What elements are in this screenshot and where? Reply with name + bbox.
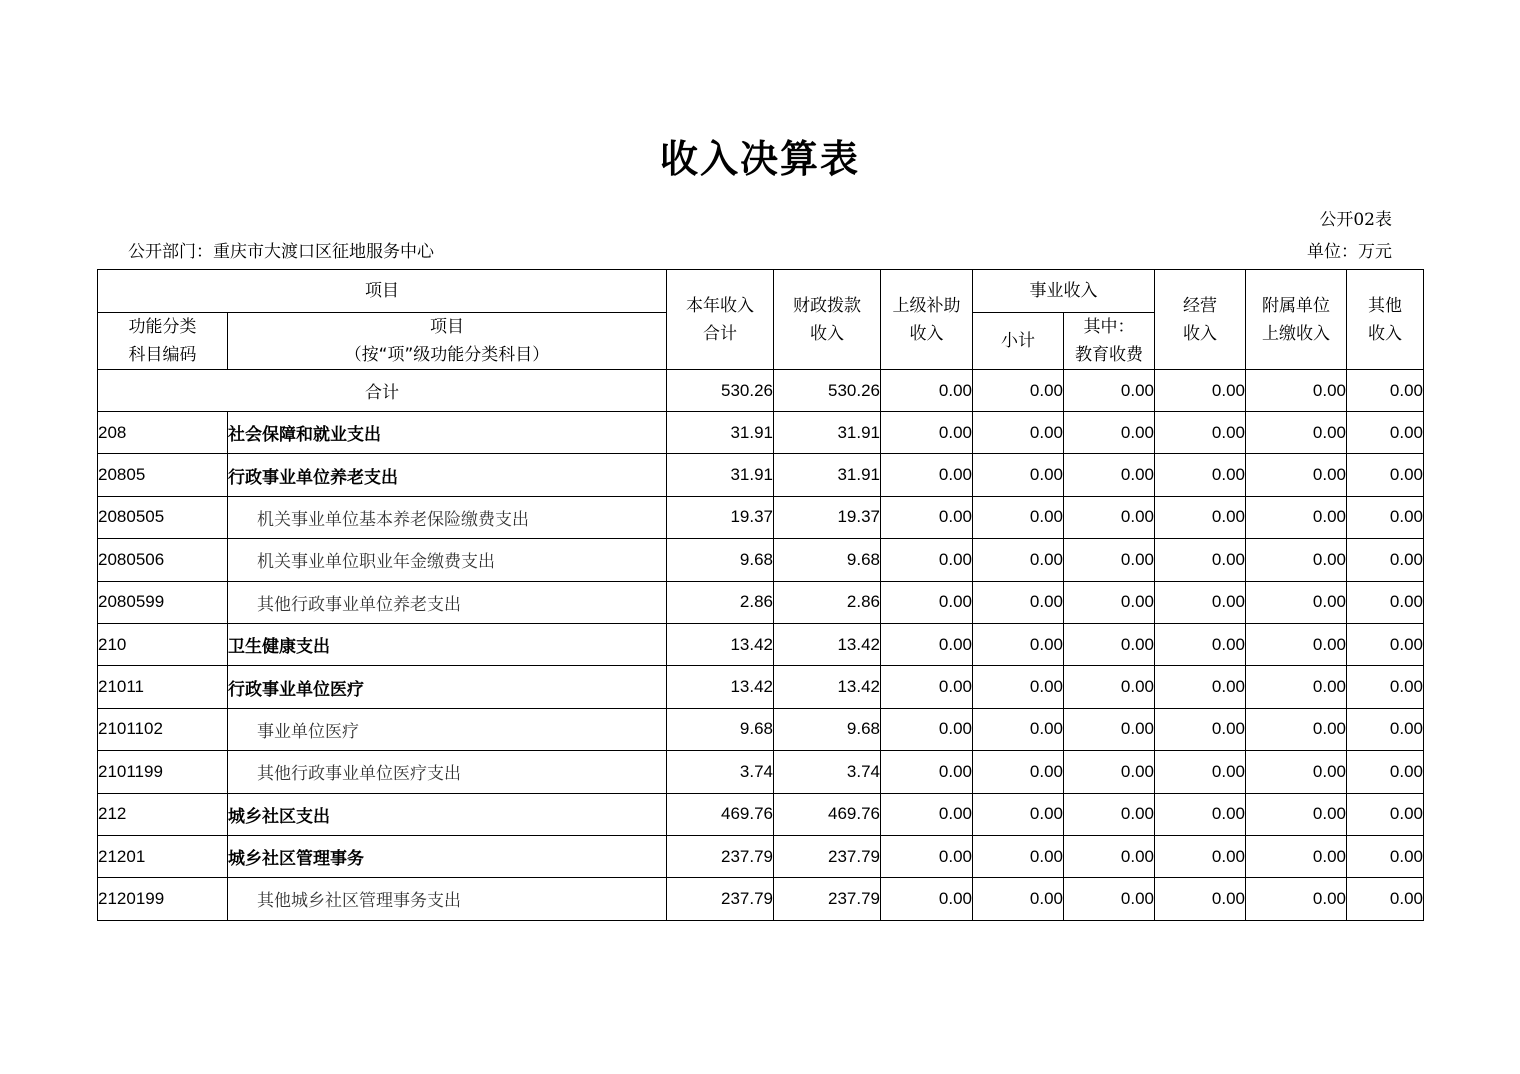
row-value: 0.00 [973, 835, 1064, 877]
row-name: 其他城乡社区管理事务支出 [228, 878, 667, 920]
row-value: 0.00 [973, 412, 1064, 454]
row-value: 0.00 [1155, 708, 1246, 750]
row-value: 0.00 [973, 539, 1064, 581]
row-value: 0.00 [1246, 623, 1347, 665]
row-value: 0.00 [881, 496, 973, 538]
row-value: 0.00 [1155, 666, 1246, 708]
row-value: 0.00 [1155, 623, 1246, 665]
row-value: 0.00 [1246, 666, 1347, 708]
row-value: 9.68 [774, 539, 881, 581]
row-value: 0.00 [881, 878, 973, 920]
row-code: 208 [98, 412, 228, 454]
row-value: 0.00 [973, 666, 1064, 708]
row-value: 0.00 [881, 539, 973, 581]
total-value: 530.26 [774, 370, 881, 412]
row-value: 31.91 [667, 412, 774, 454]
header-item-group: 项目 [98, 270, 667, 313]
header-affiliated: 附属单位 上缴收入 [1246, 270, 1347, 370]
header-fiscal: 财政拨款 收入 [774, 270, 881, 370]
row-value: 0.00 [973, 623, 1064, 665]
row-code: 2080599 [98, 581, 228, 623]
row-value: 0.00 [1347, 496, 1424, 538]
row-value: 0.00 [1064, 454, 1155, 496]
row-value: 0.00 [1246, 878, 1347, 920]
row-value: 0.00 [1246, 454, 1347, 496]
row-value: 0.00 [1064, 412, 1155, 454]
table-row [98, 751, 1424, 793]
total-row [98, 370, 1424, 412]
row-name: 城乡社区支出 [228, 793, 667, 835]
row-value: 0.00 [1155, 751, 1246, 793]
row-value: 0.00 [1246, 539, 1347, 581]
row-value: 0.00 [1246, 751, 1347, 793]
row-code: 212 [98, 793, 228, 835]
total-value: 0.00 [1155, 370, 1246, 412]
total-label: 合计 [98, 370, 667, 412]
row-value: 0.00 [1347, 623, 1424, 665]
row-value: 0.00 [1064, 623, 1155, 665]
row-value: 0.00 [881, 708, 973, 750]
row-value: 237.79 [667, 878, 774, 920]
row-value: 0.00 [1155, 878, 1246, 920]
total-value: 0.00 [1347, 370, 1424, 412]
table-row [98, 708, 1424, 750]
row-value: 469.76 [774, 793, 881, 835]
row-value: 237.79 [774, 878, 881, 920]
row-value: 0.00 [973, 708, 1064, 750]
row-code: 2080506 [98, 539, 228, 581]
table-row [98, 666, 1424, 708]
row-value: 0.00 [1064, 708, 1155, 750]
row-value: 0.00 [1155, 793, 1246, 835]
row-value: 13.42 [667, 623, 774, 665]
header-total-income: 本年收入 合计 [667, 270, 774, 370]
header-business-group: 事业收入 [973, 270, 1155, 313]
row-value: 0.00 [881, 666, 973, 708]
row-value: 13.42 [667, 666, 774, 708]
row-name: 事业单位医疗 [228, 708, 667, 750]
header-row-1 [98, 270, 1424, 313]
row-value: 0.00 [1347, 878, 1424, 920]
row-value: 0.00 [1347, 581, 1424, 623]
header-business-subtotal: 小计 [973, 313, 1064, 370]
row-value: 0.00 [1246, 793, 1347, 835]
total-value: 0.00 [1064, 370, 1155, 412]
row-value: 0.00 [881, 751, 973, 793]
header-code: 功能分类 科目编码 [98, 313, 228, 370]
row-value: 31.91 [774, 454, 881, 496]
row-value: 0.00 [881, 793, 973, 835]
row-value: 3.74 [667, 751, 774, 793]
row-value: 2.86 [667, 581, 774, 623]
header-other: 其他 收入 [1347, 270, 1424, 370]
row-value: 469.76 [667, 793, 774, 835]
row-value: 0.00 [881, 581, 973, 623]
total-value: 0.00 [973, 370, 1064, 412]
row-value: 0.00 [1246, 708, 1347, 750]
row-value: 0.00 [973, 878, 1064, 920]
table-row [98, 793, 1424, 835]
table-row [98, 539, 1424, 581]
row-value: 13.42 [774, 666, 881, 708]
department-label: 公开部门：重庆市大渡口区征地服务中心 [128, 242, 434, 262]
page-title: 收入决算表 [659, 137, 860, 181]
table-row [98, 412, 1424, 454]
row-code: 2101199 [98, 751, 228, 793]
row-value: 31.91 [774, 412, 881, 454]
row-name: 城乡社区管理事务 [228, 835, 667, 877]
row-value: 0.00 [1155, 539, 1246, 581]
row-value: 0.00 [1064, 666, 1155, 708]
total-value: 530.26 [667, 370, 774, 412]
row-value: 0.00 [1064, 793, 1155, 835]
row-value: 0.00 [881, 623, 973, 665]
row-name: 行政事业单位医疗 [228, 666, 667, 708]
row-value: 237.79 [667, 835, 774, 877]
row-value: 19.37 [774, 496, 881, 538]
row-value: 0.00 [1246, 496, 1347, 538]
table-row [98, 496, 1424, 538]
row-value: 0.00 [973, 496, 1064, 538]
row-name: 卫生健康支出 [228, 623, 667, 665]
row-value: 0.00 [973, 793, 1064, 835]
row-value: 0.00 [1064, 539, 1155, 581]
row-value: 0.00 [973, 454, 1064, 496]
header-name: 项目 （按“项”级功能分类科目） [228, 313, 667, 370]
row-value: 0.00 [1347, 454, 1424, 496]
row-value: 0.00 [1155, 454, 1246, 496]
row-value: 13.42 [774, 623, 881, 665]
row-code: 21201 [98, 835, 228, 877]
row-value: 3.74 [774, 751, 881, 793]
row-value: 0.00 [973, 751, 1064, 793]
row-value: 0.00 [881, 454, 973, 496]
row-name: 其他行政事业单位医疗支出 [228, 751, 667, 793]
table-row [98, 623, 1424, 665]
unit-label: 单位：万元 [1307, 242, 1392, 262]
row-value: 0.00 [1347, 835, 1424, 877]
row-value: 0.00 [1064, 496, 1155, 538]
row-name: 行政事业单位养老支出 [228, 454, 667, 496]
total-value: 0.00 [1246, 370, 1347, 412]
table-body [98, 370, 1424, 921]
row-name: 其他行政事业单位养老支出 [228, 581, 667, 623]
table-row [98, 454, 1424, 496]
row-value: 0.00 [1347, 708, 1424, 750]
row-value: 0.00 [1064, 835, 1155, 877]
row-value: 19.37 [667, 496, 774, 538]
row-name: 机关事业单位基本养老保险缴费支出 [228, 496, 667, 538]
row-value: 0.00 [1064, 751, 1155, 793]
row-value: 0.00 [1246, 835, 1347, 877]
table-row [98, 581, 1424, 623]
row-value: 0.00 [1155, 496, 1246, 538]
row-code: 20805 [98, 454, 228, 496]
row-value: 9.68 [667, 708, 774, 750]
row-value: 0.00 [1347, 751, 1424, 793]
header-business-edu: 其中： 教育收费 [1064, 313, 1155, 370]
row-code: 2120199 [98, 878, 228, 920]
row-value: 0.00 [1064, 878, 1155, 920]
row-value: 2.86 [774, 581, 881, 623]
row-code: 2080505 [98, 496, 228, 538]
row-value: 9.68 [667, 539, 774, 581]
form-number: 公开02表 [1319, 210, 1392, 230]
row-code: 210 [98, 623, 228, 665]
table-row [98, 878, 1424, 920]
row-value: 0.00 [1246, 412, 1347, 454]
row-value: 0.00 [1246, 581, 1347, 623]
row-value: 237.79 [774, 835, 881, 877]
row-value: 9.68 [774, 708, 881, 750]
row-value: 0.00 [1347, 412, 1424, 454]
row-value: 0.00 [1064, 581, 1155, 623]
header-upper-subsidy: 上级补助 收入 [881, 270, 973, 370]
header-operating: 经营 收入 [1155, 270, 1246, 370]
row-code: 2101102 [98, 708, 228, 750]
row-name: 社会保障和就业支出 [228, 412, 667, 454]
row-value: 0.00 [1155, 581, 1246, 623]
row-value: 0.00 [1155, 835, 1246, 877]
table-row [98, 835, 1424, 877]
row-value: 0.00 [1347, 666, 1424, 708]
row-value: 0.00 [973, 581, 1064, 623]
row-value: 31.91 [667, 454, 774, 496]
income-table [97, 269, 1424, 921]
row-name: 机关事业单位职业年金缴费支出 [228, 539, 667, 581]
row-value: 0.00 [881, 412, 973, 454]
row-code: 21011 [98, 666, 228, 708]
row-value: 0.00 [1347, 793, 1424, 835]
row-value: 0.00 [1347, 539, 1424, 581]
row-value: 0.00 [881, 835, 973, 877]
total-value: 0.00 [881, 370, 973, 412]
row-value: 0.00 [1155, 412, 1246, 454]
